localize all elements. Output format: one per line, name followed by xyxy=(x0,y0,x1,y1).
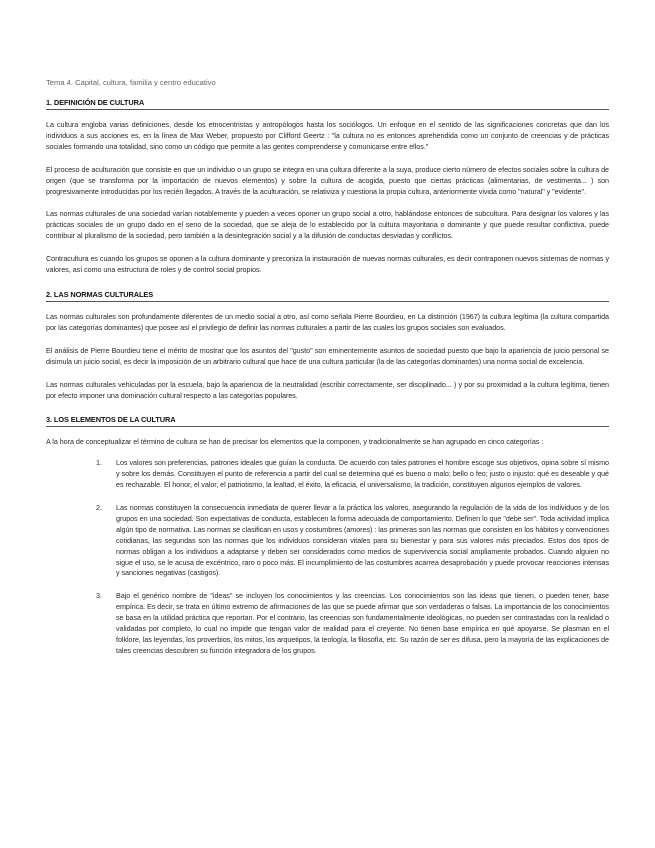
list-item-text: Los valores son preferencias, patrones ideales que guían la conducta. De acuerdo con tales patrones el hombre escoge sus objetivos, opina sobre sí mismo y sobre los demás. Constituyen el punto de referencia a partir del cual se determina qué es bueno o malo; bello o feo; justo o injusto; qué es deseable y qué es rechazable. El honor, el valor, el patriotismo, la lealtad, el éxito, la eficacia, el universalismo, la tradición, constituyen algunos ejemplos de valores. xyxy=(116,458,609,490)
paragraph: El análisis de Pierre Bourdieu tiene el mérito de mostrar que los asuntos del "gusto" son eminentemente asuntos de sociedad puesto que bajo la apariencia de juicio personal se disimula un juicio social, es decir la imposición de un arbitrario cultural que hace de una cultura particular (la de las categorías dominantes) una norma social de excelencia. xyxy=(46,345,609,366)
list-item-text: Las normas constituyen la consecuencia inmediata de querer llevar a la práctica los valores, asegurando la regulación de la vida de los individuos y de los grupos en una sociedad. Son expectativas de conducta, establecen la forma adecuada de comportamiento. Definen lo que "debe ser". Toda actividad implica algún tipo de normativa. Las normas se clasifican en usos y costumbres (amores) : las primeras son las normas que consisten en los hábitos y convenciones cotidianas, las segundas son las normas que los individuos consideran vitales para su bienestar y para sus valores más preciados. Estos dos tipos de normas obligan a los individuos a adaptarse y deben ser considerados como medios de supervivencia social ampliamente probados. Cuando alguien no sigue el uso, se le acusa de excéntrico, raro o poco más. El incumplimiento de las costumbres acarrea desaprobación y puede provocar reacciones intensas y sanciones negativas (castigos). xyxy=(116,503,609,578)
paragraph: El proceso de aculturación que consiste en que un individuo o un grupo se integra en una cultura diferente a la suya, produce cierto número de efectos sociales sobre la cultura de origen (que se transforma por la importación de nuevos elementos) y sobre la cultura de acogida, puesto que ciertas prácticas (alimentarias, de vestimenta... ) son progresivamente introducidas por los recién llegados. A través de la aculturación, se relativiza y cuestiona la propia cultura, anteriormente vivida como "natural" y "evidente". xyxy=(46,164,609,196)
list-number: 1. xyxy=(96,458,102,468)
paragraph: Las normas culturales vehiculadas por la escuela, bajo la apariencia de la neutralidad (escribir correctamente, ser disciplinado... ) y por su proximidad a la cultura legítima, tienen por efecto imponer una dominación cultural respecto a las categorías populares. xyxy=(46,379,609,400)
list-item xyxy=(46,591,609,656)
list-item-text: Bajo el genérico nombre de "ideas" se incluyen los conocimientos y las creencias. Los conocimientos son las ideas que tienen, o pueden tener, base empírica. Es decir, se trata en último extremo de afirmaciones de las que se puede afirmar que son verdaderas o falsas. La importancia de los conocimientos se basa en la utilidad práctica que reportan. Por el contrario, las creencias son fundamentalmente ideológicas, no pueden ser contrastadas con la realidad o validadas por completo, lo cual no impide que tengan valor de realidad para el creyente. No tienen base empírica en qué apoyarse. Se plasman en el folklore, las leyendas, los proverbios, los mitos, los arquetipos, la teología, la filosofía, etc. Su razón de ser es difusa, pero la mayoría de las explicaciones de tales creencias descubren su función integradora de los grupos. xyxy=(116,591,609,655)
paragraph: La cultura engloba varias definiciones, desde los etnocentristas y antropólogos hasta los sociólogos. Un enfoque en el sentido de las significaciones concretas que dan los individuos a sus acciones es, en la línea de Max Weber, propuesto por Clifford Geertz : "la cultura no es entonces aprehendida como un conjunto de creencias y de prácticas sociales formando una totalidad, sino como un código que permite a las gentes comprenderse y comunicarse entre ellos." xyxy=(46,120,609,151)
numbered-list xyxy=(46,458,609,657)
list-item xyxy=(46,458,609,491)
section-elementos-cultura xyxy=(46,415,609,656)
list-number: 3. xyxy=(96,591,102,601)
paragraph: Contracultura es cuando los grupos se oponen a la cultura dominante y preconiza la instauración de nuevas normas culturales, es decir contraponen nuevos sistemas de normas y valores, así como una estructura de roles y de control social propios. xyxy=(46,254,609,275)
section-normas-culturales xyxy=(46,290,609,401)
section-definicion-cultura xyxy=(46,98,609,276)
section-title: 3. LOS ELEMENTOS DE LA CULTURA xyxy=(46,415,609,427)
paragraph: Las normas culturales son profundamente diferentes de un medio social a otro, así como señala Pierre Bourdieu, en La distinción (1967) la cultura legítima (la cultura compartida por las categorías dominantes) que posee así el privilegio de definir las normas culturales a partir de las cuales los grupos sociales son evaluados. xyxy=(46,311,609,332)
section-title: 1. DEFINICIÓN DE CULTURA xyxy=(46,98,609,110)
paragraph: Las normas culturales de una sociedad varían notablemente y pueden a veces oponer un grupo social a otro, hablándose entonces de subcultura. Para designar los valores y las prácticas sociales de un grupo dado en el seno de la sociedad, que se aleja de lo establecido por la cultura mayoritaria o dominante y que puede resultar conflictiva, puede contribuir al pluralismo de la sociedad, pero también a la desintegración social y a la difusión de conductas desviadas y conflictos. xyxy=(46,209,609,241)
list-number: 2. xyxy=(96,503,102,513)
list-item xyxy=(46,503,609,579)
running-header: Tema 4. Capital, cultura, familia y centro educativo xyxy=(46,78,216,87)
paragraph: A la hora de conceptualizar el término de cultura se han de precisar los elementos que la componen, y tradicionalmente se han agrupado en cinco categorías : xyxy=(46,437,544,447)
section-title: 2. LAS NORMAS CULTURALES xyxy=(46,290,609,302)
